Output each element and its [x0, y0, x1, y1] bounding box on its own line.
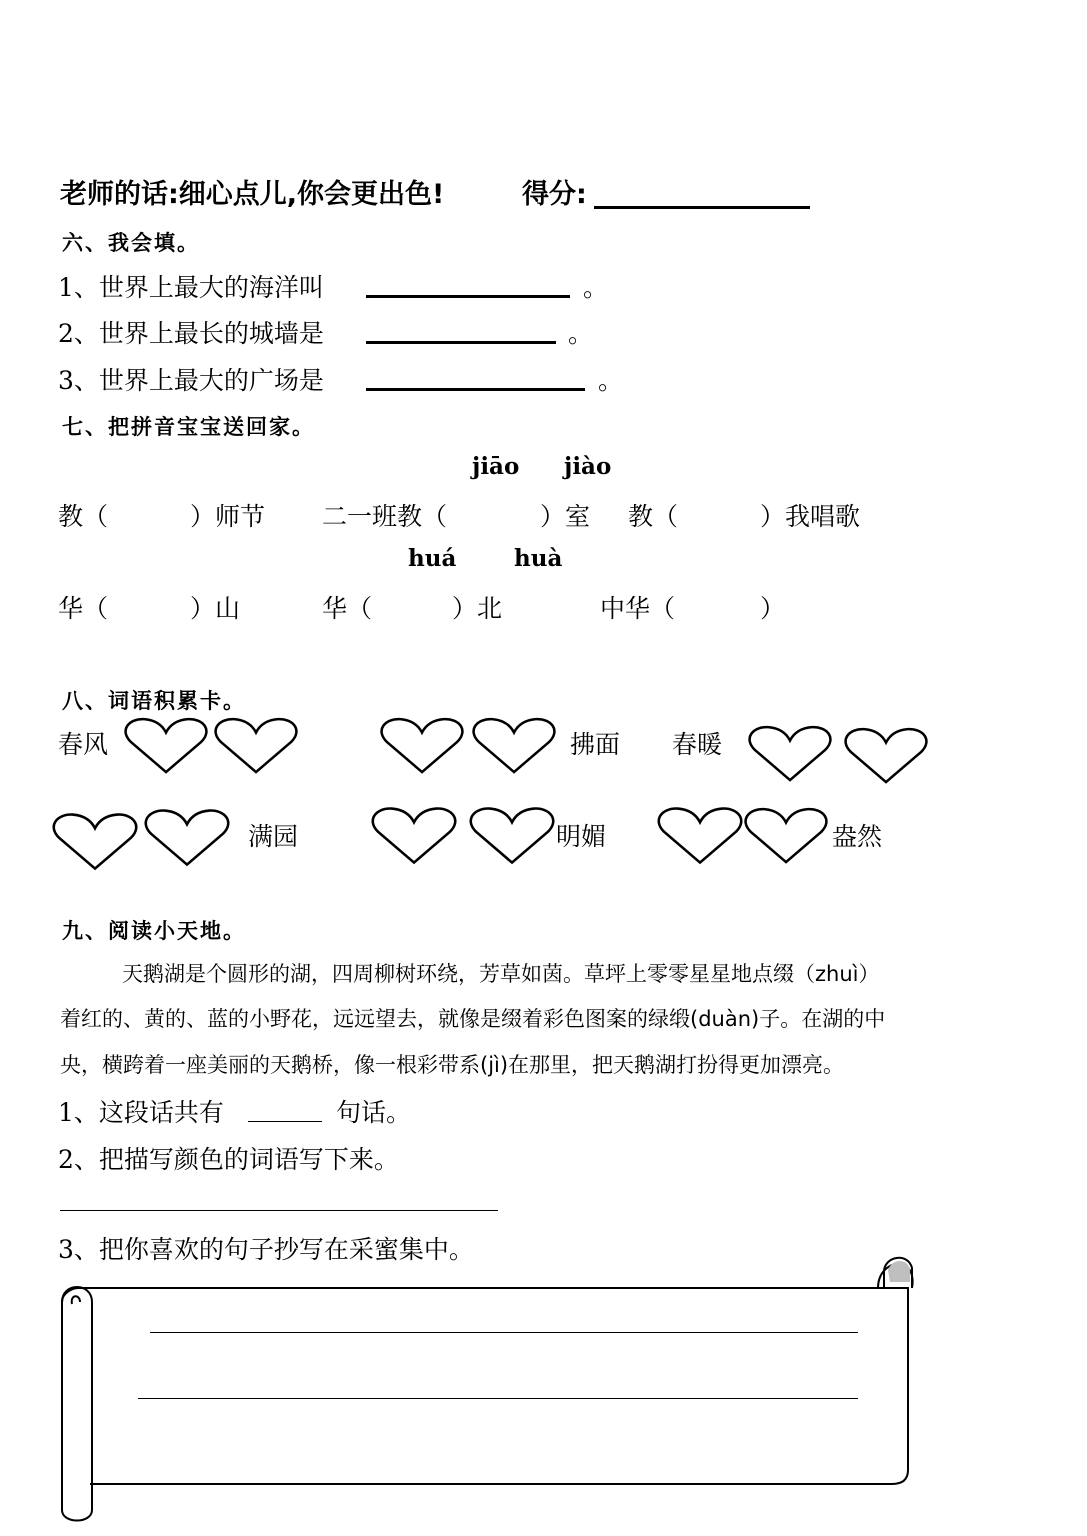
section-9-title: 九、阅读小天地。 [62, 919, 246, 943]
section-8-title: 八、词语积累卡。 [62, 689, 246, 713]
fill-hua-1-post: ）山 [190, 594, 241, 623]
answer-blank-6-1[interactable] [366, 270, 570, 298]
score-field[interactable] [594, 180, 810, 209]
question-9-1-end: 句话。 [336, 1098, 412, 1127]
pinyin-jiao4: jiào [564, 453, 612, 480]
fill-jiao-3-post: ）我唱歌 [760, 502, 861, 531]
question-9-2: 2、把描写颜色的词语写下来。 [58, 1145, 399, 1174]
heart-box-icon[interactable] [744, 806, 828, 866]
question-6-2-end: 。 [568, 319, 594, 348]
word-mingmei: 明媚 [556, 822, 607, 851]
passage-line-2: 着红的、黄的、蓝的小野花，远远望去，就像是缀着彩色图案的绿缎(duàn)子。在湖的中 [60, 1007, 886, 1031]
section-7-title: 七、把拼音宝宝送回家。 [62, 415, 315, 439]
heart-box-icon[interactable] [656, 806, 744, 866]
passage-line-3: 央，横跨着一座美丽的天鹅桥，像一根彩带系(jì)在那里，把天鹅湖打扮得更加漂亮。 [60, 1053, 845, 1077]
fill-jiao-2-post: ）室 [540, 502, 591, 531]
answer-line-9-2[interactable] [60, 1188, 498, 1211]
answer-blank-6-3[interactable] [366, 363, 585, 391]
copy-line-1[interactable] [150, 1320, 858, 1333]
question-6-3-end: 。 [598, 366, 624, 395]
heart-box-icon[interactable] [380, 716, 464, 776]
heart-box-icon[interactable] [124, 716, 208, 776]
copy-line-2[interactable] [138, 1386, 858, 1399]
question-6-2: 2、世界上最长的城墙是 [58, 319, 324, 348]
heart-box-icon[interactable] [52, 812, 138, 872]
question-6-1-end: 。 [583, 273, 609, 302]
word-chunfeng: 春风 [58, 730, 109, 759]
pinyin-hua2: huá [408, 545, 457, 572]
word-fumian: 拂面 [570, 730, 621, 759]
pinyin-hua4: huà [514, 545, 563, 572]
question-6-3: 3、世界上最大的广场是 [58, 366, 324, 395]
heart-box-icon[interactable] [472, 716, 556, 776]
section-6-title: 六、我会填。 [62, 231, 200, 255]
word-manyuan: 满园 [248, 822, 299, 851]
fill-hua-3-post: ） [760, 594, 786, 623]
heart-box-icon[interactable] [214, 716, 298, 776]
passage-line-1: 天鹅湖是个圆形的湖，四周柳树环绕，芳草如茵。草坪上零零星星地点缀（zhuì） [122, 962, 880, 986]
word-chunnuan: 春暖 [672, 730, 723, 759]
fill-hua-3-pre: 中华（ [600, 594, 676, 623]
word-angran: 盎然 [832, 822, 883, 851]
fill-hua-2-post: ）北 [452, 594, 503, 623]
fill-hua-2-pre: 华（ [322, 594, 373, 623]
question-9-3: 3、把你喜欢的句子抄写在采蜜集中。 [58, 1235, 474, 1264]
pinyin-jiao1: jiāo [472, 453, 520, 480]
heart-box-icon[interactable] [844, 726, 928, 786]
answer-blank-9-1[interactable] [248, 1096, 322, 1122]
fill-jiao-1-post: ）师节 [190, 502, 266, 531]
question-9-1: 1、这段话共有 [58, 1098, 224, 1127]
score-label: 得分: [522, 179, 587, 210]
heart-box-icon[interactable] [370, 806, 458, 866]
teacher-motto: 老师的话:细心点儿,你会更出色! [60, 179, 445, 210]
heart-box-icon[interactable] [468, 806, 556, 866]
fill-hua-1-pre: 华（ [58, 594, 109, 623]
fill-jiao-3-pre: 教（ [628, 502, 679, 531]
fill-jiao-2-pre: 二一班教（ [322, 502, 448, 531]
answer-blank-6-2[interactable] [366, 316, 556, 344]
question-6-1: 1、世界上最大的海洋叫 [58, 273, 324, 302]
heart-box-icon[interactable] [748, 724, 832, 784]
fill-jiao-1-pre: 教（ [58, 502, 109, 531]
heart-box-icon[interactable] [144, 808, 230, 868]
